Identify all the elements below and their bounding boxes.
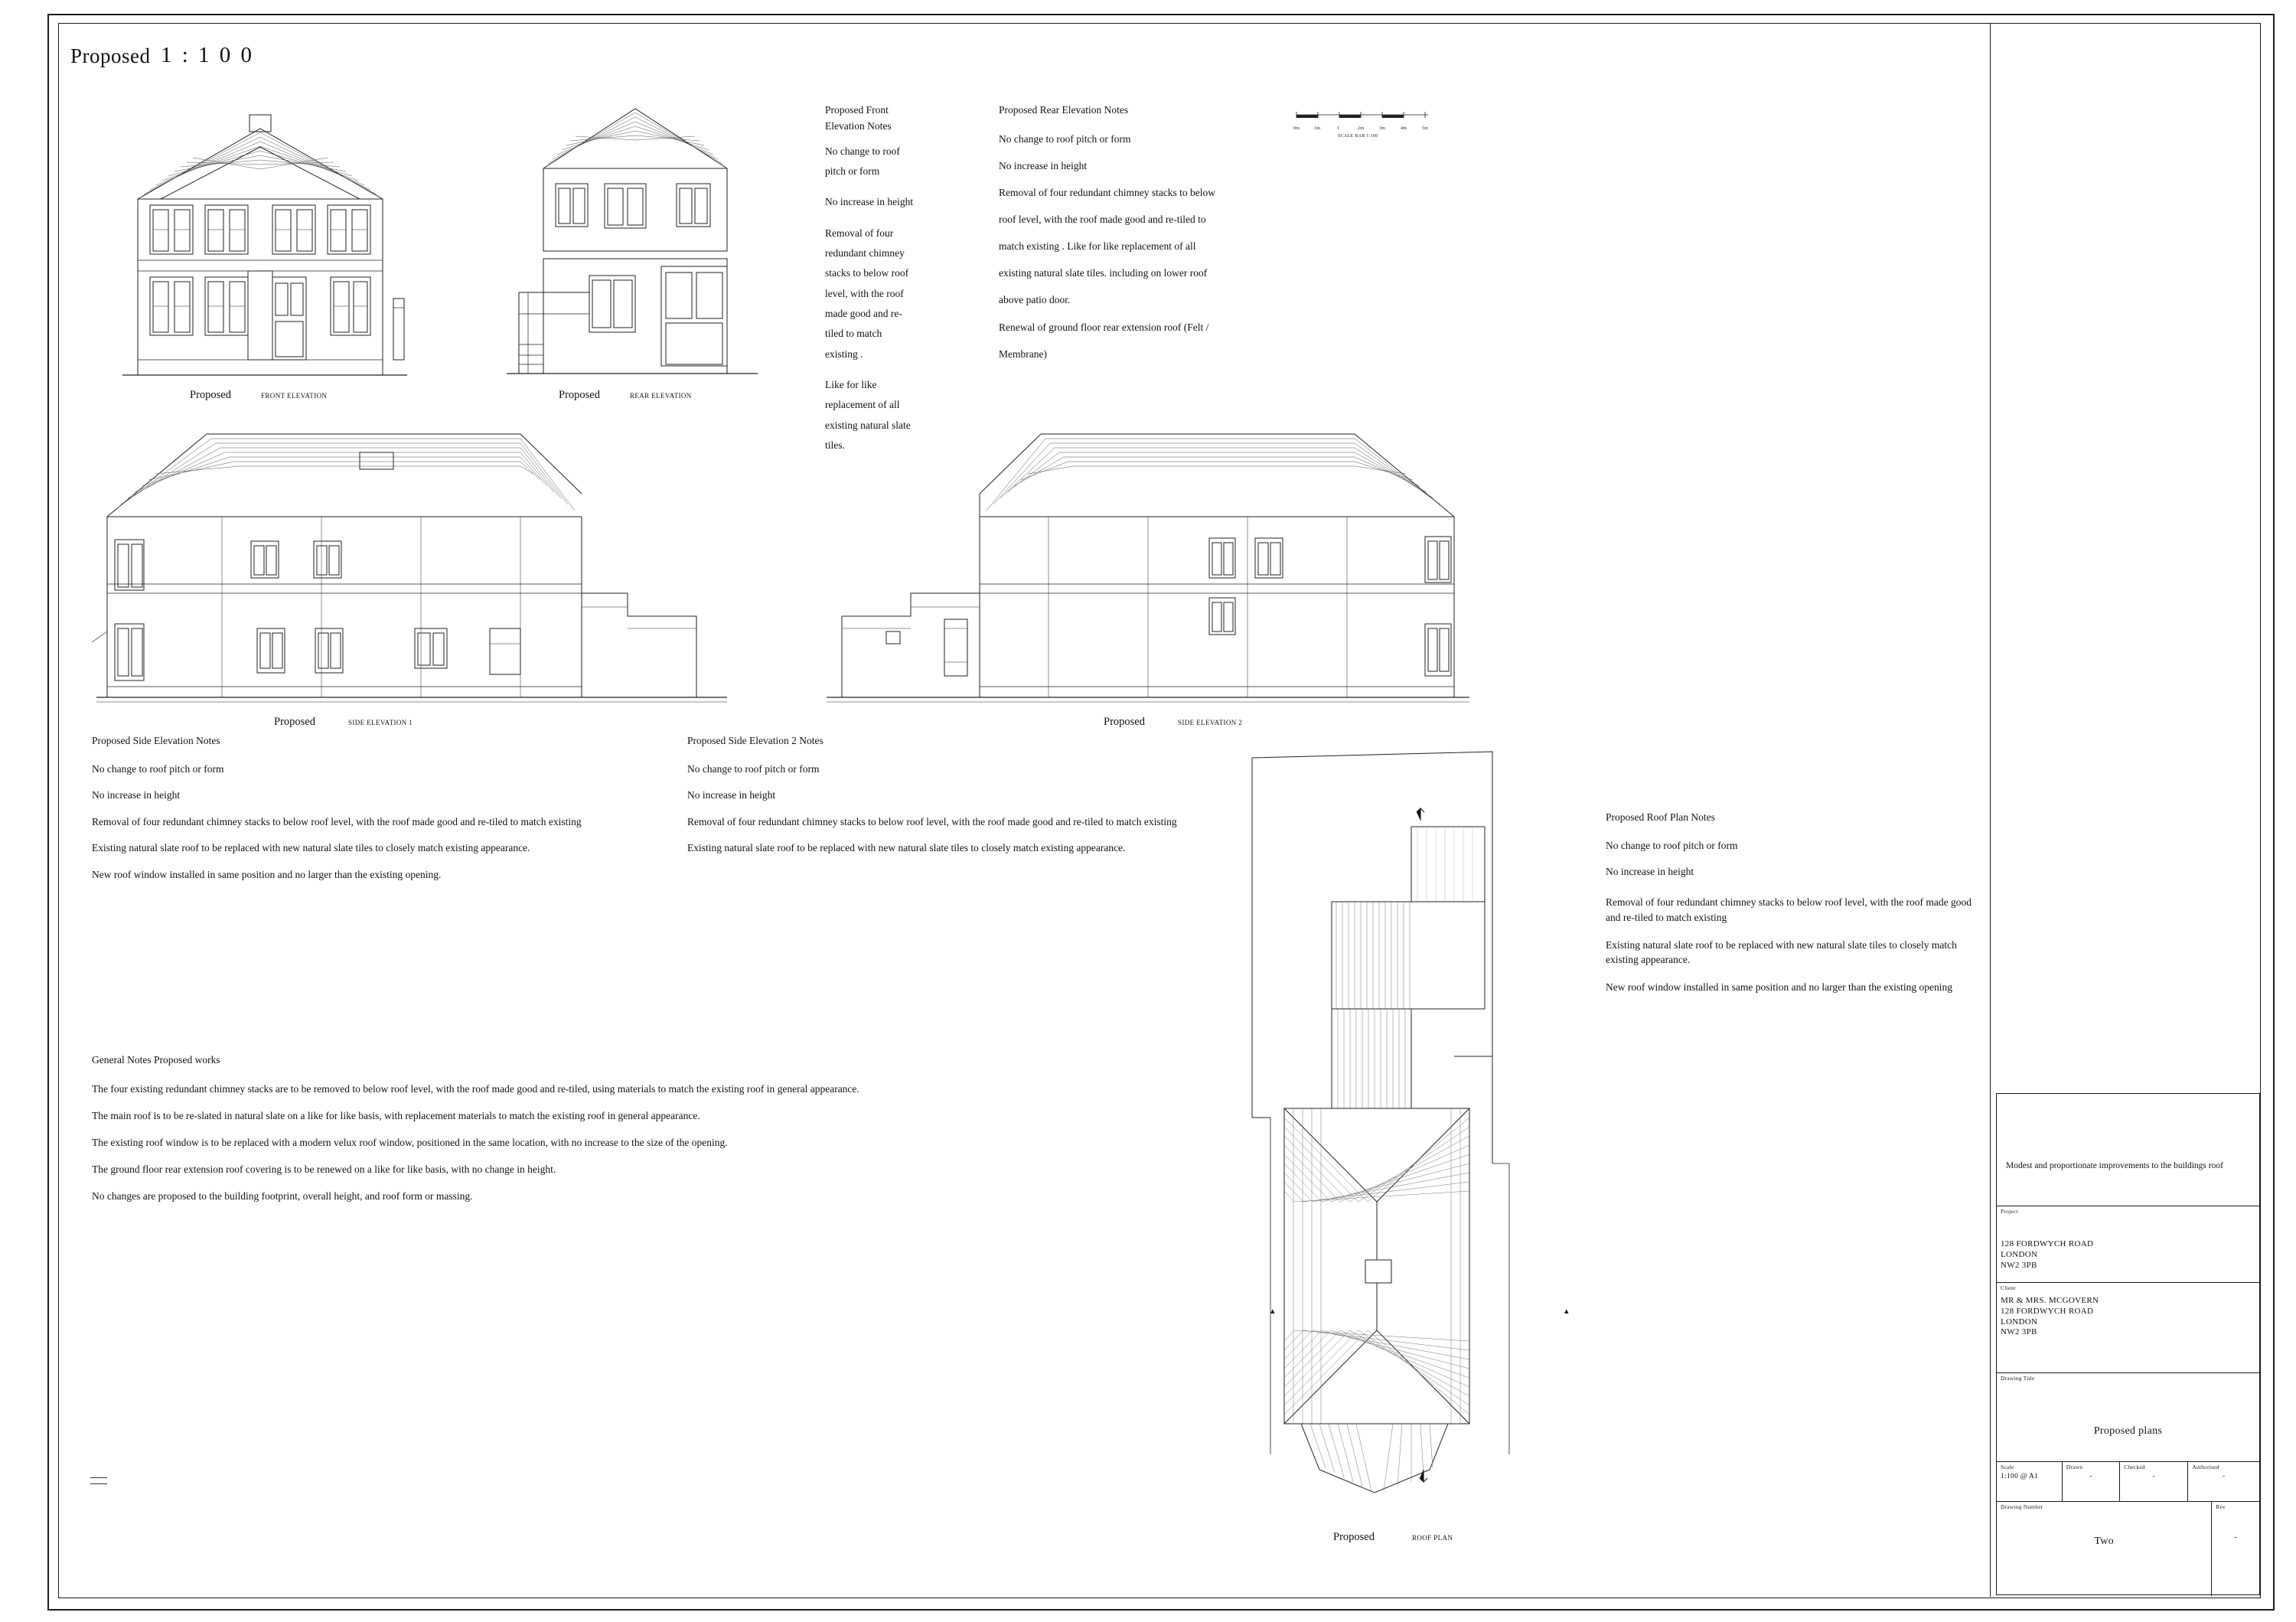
side-elevation-2-notes [687, 733, 1284, 862]
page-scale: 1 : 1 0 0 [161, 43, 255, 67]
general-note-line-4: The ground floor rear extension roof covering is to be renewed on a like for like basis, with no change in height. [92, 1163, 556, 1176]
titleblock-project-line-3: NW2 3PB [2001, 1260, 2037, 1270]
titleblock-drawn-value: - [2089, 1473, 2092, 1480]
title-block [1996, 1093, 2260, 1595]
titleblock-drawing-title-label: Drawing Title [2001, 1375, 2035, 1382]
titleblock-drawn-label: Drawn [2066, 1464, 2083, 1470]
titleblock-project-label: Project [2001, 1208, 2018, 1215]
side-elevation-2-caption-label: Proposed [1104, 716, 1145, 728]
titleblock-authorised-label: Authorised [2192, 1464, 2219, 1470]
front-note-line-4: Like for like replacement of all existing natural slate tiles. [825, 378, 911, 451]
titleblock-scale-cell [1997, 1462, 2063, 1502]
titleblock-rev-label: Rev [2216, 1503, 2226, 1510]
rear-note-line-9: Membrane) [999, 348, 1047, 360]
front-elevation-notes-heading: Proposed Front Elevation Notes [825, 104, 892, 132]
rear-elevation-notes [999, 103, 1290, 367]
scalebar-caption: SCALE BAR 1:100 [1338, 134, 1378, 139]
scalebar-label-1: 1m [1314, 126, 1321, 131]
general-note-line-1: The four existing redundant chimney stacks are to be removed to below roof level, with the roof made good and re-tiled, using materials to match the existing roof in general appearance. [92, 1082, 859, 1095]
scalebar-label-5: 4m [1401, 126, 1407, 131]
scalebar-label-3: 2m [1358, 126, 1365, 131]
general-note-line-3: The existing roof window is to be replaced with a modern velux roof window, positioned in the same location, with no increase to the size of the opening. [92, 1137, 728, 1149]
roof-plan-notes-heading: Proposed Roof Plan Notes [1606, 811, 1715, 823]
titleblock-number-row [1997, 1501, 2259, 1595]
titleblock-rev-cell [2212, 1502, 2259, 1596]
titleblock-authorised-value: - [2222, 1473, 2226, 1480]
side1-note-line-1: No change to roof pitch or form [92, 762, 224, 775]
titleblock-scale-value: 1:100 @ A1 [2001, 1473, 2039, 1480]
rear-note-line-5: match existing . Like for like replacement of all [999, 240, 1196, 253]
rear-elevation-caption-label: Proposed [559, 389, 600, 401]
front-note-line-1: No change to roof pitch or form [825, 145, 900, 178]
side-elevation-1-notes-heading: Proposed Side Elevation Notes [92, 735, 220, 746]
roof-plan-notes [1606, 810, 1988, 994]
scalebar-label-4: 3m [1379, 126, 1386, 131]
titleblock-client-line-4: NW2 3PB [2001, 1327, 2037, 1337]
general-notes-heading: General Notes Proposed works [92, 1054, 220, 1066]
roof-plan-caption-sub: ROOF PLAN [1411, 1534, 1453, 1542]
scalebar-label-0: 0m [1293, 126, 1300, 131]
rear-note-line-6: existing natural slate tiles. including on lower roof [999, 267, 1208, 279]
titleblock-rev-value: - [2234, 1532, 2238, 1542]
side2-note-line-1: No change to roof pitch or form [687, 762, 820, 775]
titleblock-client-line-3: LONDON [2001, 1317, 2038, 1327]
side-elevation-1-caption-label: Proposed [274, 716, 315, 728]
side-elevation-2-caption-sub: SIDE ELEVATION 2 [1177, 719, 1243, 726]
side2-note-line-2: No increase in height [687, 789, 776, 801]
front-note-line-3: Removal of four redundant chimney stacks to below roof level, with the roof made good and re-tiled to match existing . [825, 227, 909, 360]
titleblock-client-cell [1997, 1282, 2259, 1372]
titleblock-drawing-number: Two [2094, 1536, 2114, 1547]
margin-tick-1 [90, 1477, 107, 1478]
titleblock-drawing-number-cell [1997, 1502, 2212, 1596]
side1-note-line-5: New roof window installed in same position and no larger than the existing opening. [92, 868, 442, 880]
side1-note-line-2: No increase in height [92, 789, 181, 801]
side-elevation-1-caption [274, 716, 413, 729]
titleblock-client-line-1: MR & MRS. MCGOVERN [2001, 1296, 2099, 1305]
side2-note-line-3: Removal of four redundant chimney stacks to below roof level, with the roof made good and re-tiled to match existing [687, 815, 1177, 827]
titleblock-drawing-title: Proposed plans [2093, 1425, 2163, 1437]
rear-note-line-3: Removal of four redundant chimney stacks to below [999, 187, 1216, 199]
titleblock-description: Modest and proportionate improvements to the buildings roof [2006, 1161, 2223, 1170]
titleblock-project-cell [1997, 1206, 2259, 1282]
side1-note-line-3: Removal of four redundant chimney stacks to below roof level, with the roof made good and re-tiled to match existing [92, 815, 582, 827]
titleblock-client-label: Client [2001, 1284, 2016, 1291]
side-elevation-2-drawing [796, 402, 1469, 723]
titleblock-drawing-number-label: Drawing Number [2001, 1503, 2043, 1510]
margin-tick-2 [90, 1483, 107, 1484]
titleblock-project-line-2: LONDON [2001, 1249, 2038, 1259]
scalebar-label-2: 1 [1337, 126, 1340, 131]
section-arrow-left: ▴ [1270, 1307, 1275, 1316]
front-elevation-caption-label: Proposed [190, 389, 231, 401]
titleblock-project-line-1: 128 FORDWYCH ROAD [2001, 1239, 2094, 1248]
rear-note-line-8: Renewal of ground floor rear extension roof (Felt / [999, 321, 1209, 333]
scale-bar [1293, 107, 1446, 139]
scalebar-label-6: 5m [1422, 126, 1429, 131]
titleblock-drawing-title-cell [1997, 1372, 2259, 1461]
front-elevation-caption-sub: FRONT ELEVATION [260, 392, 328, 400]
general-note-line-2: The main roof is to be re-slated in natural slate on a like for like basis, with replacement materials to match the existing roof in general appearance. [92, 1110, 700, 1122]
side-elevation-2-caption [1104, 716, 1242, 729]
front-elevation-drawing [107, 107, 413, 398]
rear-elevation-caption-sub: REAR ELEVATION [629, 392, 692, 400]
side1-note-line-4: Existing natural slate roof to be replaced with new natural slate tiles to closely match existing appearance. [92, 842, 530, 854]
rear-note-line-7: above patio door. [999, 294, 1071, 306]
titleblock-meta-row [1997, 1461, 2259, 1501]
rear-elevation-caption [559, 389, 692, 402]
side-elevation-1-caption-sub: SIDE ELEVATION 1 [347, 719, 413, 726]
page-title: Proposed [70, 44, 151, 67]
side-elevation-1-notes [92, 733, 673, 888]
rear-elevation-notes-heading: Proposed Rear Elevation Notes [999, 104, 1129, 116]
titleblock-client-line-2: 128 FORDWYCH ROAD [2001, 1306, 2094, 1316]
front-note-line-2: No increase in height [825, 196, 914, 208]
roofplan-note-line-1: No change to roof pitch or form [1606, 839, 1738, 851]
roofplan-note-line-4: Existing natural slate roof to be replaced with new natural slate tiles to closely match existing appearance. [1606, 938, 1957, 966]
titleblock-authorised-cell [2188, 1462, 2259, 1502]
side-elevation-2-notes-heading: Proposed Side Elevation 2 Notes [687, 735, 823, 746]
section-arrow-right: ▴ [1564, 1307, 1569, 1316]
titleblock-description-cell [1997, 1094, 2259, 1206]
roofplan-note-line-3: Removal of four redundant chimney stacks to below roof level, with the roof made good and re-tiled to match existing [1606, 896, 1971, 923]
titleblock-divider [1990, 23, 1991, 1597]
roof-plan-caption-label: Proposed [1333, 1531, 1375, 1543]
titleblock-checked-value: - [2152, 1473, 2156, 1480]
roofplan-note-line-5: New roof window installed in same position and no larger than the existing opening [1606, 981, 1953, 993]
roofplan-note-line-2: No increase in height [1606, 865, 1694, 877]
titleblock-drawn-cell [2063, 1462, 2120, 1502]
roof-plan-drawing [1240, 735, 1592, 1531]
side-elevation-1-drawing [92, 402, 750, 723]
rear-note-line-1: No change to roof pitch or form [999, 132, 1131, 145]
rear-note-line-2: No increase in height [999, 160, 1088, 172]
front-elevation-caption [190, 389, 327, 402]
titleblock-scale-label: Scale [2001, 1464, 2014, 1470]
titleblock-checked-cell [2120, 1462, 2188, 1502]
general-notes [92, 1053, 1010, 1209]
titleblock-checked-label: Checked [2124, 1464, 2145, 1470]
side2-note-line-4: Existing natural slate roof to be replaced with new natural slate tiles to closely match existing appearance. [687, 842, 1126, 854]
general-note-line-5: No changes are proposed to the building footprint, overall height, and roof form or massing. [92, 1190, 473, 1203]
roof-plan-caption [1333, 1531, 1453, 1544]
rear-elevation-drawing [497, 92, 788, 398]
rear-note-line-4: roof level, with the roof made good and re-tiled to [999, 214, 1206, 226]
